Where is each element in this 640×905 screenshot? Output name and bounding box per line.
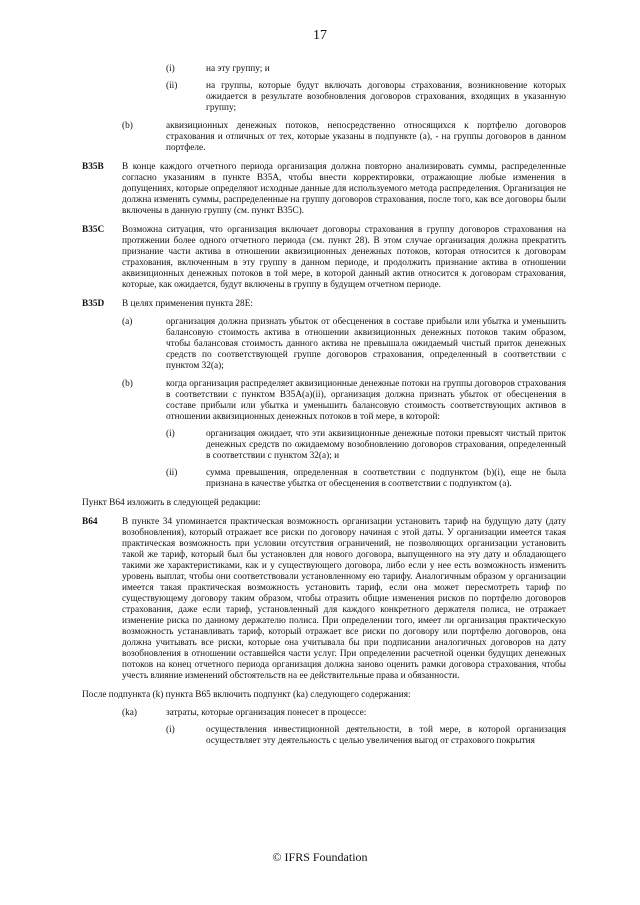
page-number: 17 [313, 28, 327, 43]
list-text: организация должна признать убыток от обесценения в составе прибыли или убытка и уменьшить балансовую стоимость актива в отношении аквизиционных денежных потоков таким образом, чтобы балансовая стоимость данного актива не превышала ожидаемый чистый приток денежных средств по соответствующей группе договоров страхования, определенный в соответствии с пунктом 32(а); [166, 317, 566, 371]
list-text: осуществления инвестиционной деятельности, в той мере, в которой организация осуществляет эту деятельность с целью увеличения выгод от страхового покрытия [206, 725, 566, 746]
paragraph-text: В целях применения пункта 28E: [122, 299, 253, 309]
list-item-b-d [122, 379, 566, 423]
list-label: (b) [122, 121, 133, 131]
paragraph-b64 [82, 517, 566, 682]
list-item-ka [122, 708, 566, 719]
paragraph-text: Возможна ситуация, что организация включает договоры страхования в группу договоров страхования на протяжении более одного отчетного периода (см. пункт 28). В этом случае организация должна прекратить признание части актива в отношении аквизиционных денежных потоков, которая относится к договорам страхования, включенным в эту группу в данном периоде, и продолжить признание актива в отношении аквизиционных денежных потоков в той мере, в которой данный актив относится к договорам страхования, которые, как ожидается, будут включены в группу в будущем отчетном периоде. [122, 225, 566, 290]
instruction-b65: После подпункта (k) пункта B65 включить подпункт (ka) следующего содержания: [82, 690, 411, 700]
paragraph-b35b [82, 162, 566, 217]
paragraph-label: B35C [82, 225, 105, 235]
paragraph-text: В пункте 34 упоминается практическая возможность организации установить тариф на будущую дату (дату возобновления), который отражает все риски по договору начиная с этой даты. У организации имеется такая практическая возможность при условии отсутствия ограничений, не позволяющих организации установить такой же тариф, который был бы установлен для нового договора, выпущенного на эту дату и обладающего такими же характеристиками, как и у существующего договора, либо если у нее есть возможность изменить уровень выплат, чтобы они соответствовали установленному ею тарифу. Аналогичным образом у организации имеется такая практическая возможность установить тариф, если она может пересмотреть тариф по существующему договору таким образом, чтобы отразить общие изменения рисков по портфелю договоров страхования, даже если тариф, установленный для каждого конкретного держателя полиса, не отражает изменение риска по данному держателю полиса. При определении того, имеет ли организация практическую возможность устанавливать тариф, который отражает все риски по договору или портфелю договоров, она должна учитывать все риски, которые она учитывала бы при подписании аналогичных договоров на дату возобновления в отношении оставшейся части услуг. При определении расчетной оценки будущих денежных потоков на конец отчетного периода организация должна заново оценить рамки договора страхования, чтобы учесть влияние изменений обстоятельств на ее действительные права и обязанности. [122, 517, 566, 681]
list-label: (i) [166, 429, 175, 439]
list-item-i-ka [166, 725, 566, 747]
list-label: (i) [166, 64, 175, 74]
paragraph-label: B35D [82, 299, 105, 309]
copyright-footer: © IFRS Foundation [272, 850, 368, 864]
list-item-ii-top [166, 81, 566, 114]
paragraph-label: B64 [82, 517, 98, 527]
list-text: сумма превышения, определенная в соответствии с подпунктом (b)(i), еще не была признана в качестве убытка от обесценения в соответствии с подпунктом (а). [206, 468, 566, 489]
list-item-ii-d [166, 468, 566, 490]
list-item-b-top [122, 121, 566, 154]
instruction-b64: Пункт B64 изложить в следующей редакции: [82, 498, 261, 508]
list-text: когда организация распределяет аквизиционные денежные потоки на группы договоров страхования в соответствии с пунктом B35A(a)(ii), организация должна признать убыток от обесценения в составе прибыли или убытка и уменьшить балансовую стоимость соответствующих активов в отношении аквизиционных денежных потоков в той мере, в которой: [166, 379, 566, 422]
paragraph-b35d [82, 299, 566, 310]
paragraph-label: B35B [82, 162, 104, 172]
paragraph-b35c [82, 225, 566, 291]
list-text: организация ожидает, что эти аквизиционные денежные потоки превысят чистый приток денежных средств по ожидаемому возобновлению договоров страхования, определенный в соответствии с пунктом 32(а); и [206, 429, 566, 461]
list-label: (ii) [166, 81, 178, 91]
list-text: на группы, которые будут включать договоры страхования, возникновение которых ожидается в результате возобновления договоров страхования, входящих в указанную группу; [206, 81, 566, 113]
list-label: (b) [122, 379, 133, 389]
list-label: (ii) [166, 468, 178, 478]
list-item-i-d [166, 429, 566, 462]
list-label: (i) [166, 725, 175, 735]
list-label: (a) [122, 317, 133, 327]
list-item-a-d [122, 317, 566, 372]
list-text: на эту группу; и [206, 64, 270, 74]
list-item-i-top [166, 64, 566, 75]
document-body [82, 64, 566, 747]
paragraph-text: В конце каждого отчетного периода организация должна повторно анализировать суммы, распределенные согласно указаниям в пункте B35A, чтобы внести корректировки, отражающие любые изменения в допущениях, которые определяют исходные данные для используемого метода распределения. Организация не должна изменять суммы, распределенные на группу договоров страхования, после того, как все договоры были включены в данную группу (см. пункт B35C). [122, 162, 566, 216]
list-text: аквизиционных денежных потоков, непосредственно относящихся к портфелю договоров страхования и отличных от тех, которые указаны в подпункте (а), - на группы договоров в данном портфеле. [166, 121, 566, 153]
list-text: затраты, которые организация понесет в процессе: [166, 708, 367, 718]
list-label: (ka) [122, 708, 137, 718]
